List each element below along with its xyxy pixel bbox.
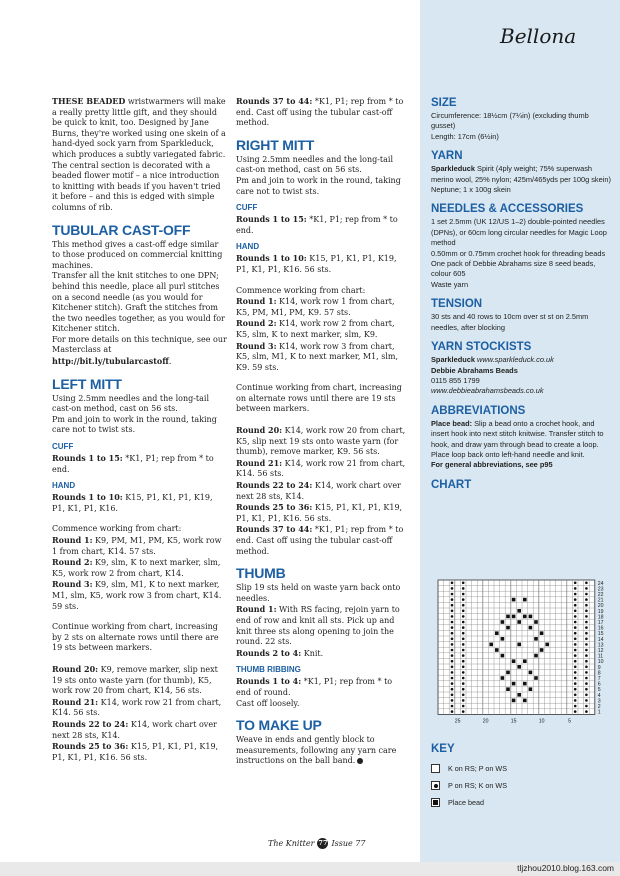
right-rounds-37-44: Rounds 37 to 44: *K1, P1; rep from * to end. Cast off using the tubular cast-off method.	[236, 524, 404, 556]
left-rounds-22-24: Rounds 22 to 24: K14, work chart over next 28 sts, K14.	[52, 718, 217, 740]
needles-item-4: Waste yarn	[431, 279, 469, 289]
right-round-21: Round 21: K14, work row 21 from chart, K14. 56 sts.	[236, 457, 406, 479]
bead-stitch	[529, 626, 533, 630]
bead-stitch	[534, 676, 538, 680]
chart-svg	[436, 578, 616, 738]
purl-stitch	[451, 660, 454, 663]
chart-row-label: 20	[597, 603, 604, 610]
purl-stitch	[585, 705, 588, 708]
purl-stitch	[462, 654, 465, 657]
chart-row-label: 24	[597, 580, 604, 587]
bead-stitch	[495, 648, 499, 652]
column-2	[236, 96, 406, 767]
bead-stitch	[517, 620, 521, 624]
purl-stitch	[574, 666, 577, 669]
watermark-bar	[0, 862, 620, 876]
masterclass-link[interactable]: http://bit.ly/tubularcastoff	[52, 356, 169, 367]
purl-stitch	[462, 649, 465, 652]
bead-stitch	[512, 699, 516, 703]
chart-row-label: 22	[597, 592, 604, 598]
purl-stitch	[462, 638, 465, 641]
thumb-heading: THUMB	[236, 565, 286, 582]
bead-stitch	[529, 615, 533, 619]
purl-stitch	[574, 621, 577, 624]
key-heading: KEY	[431, 743, 455, 755]
right-round-3: Round 3: K14, work row 3 from chart, K5, slm, M1, K to next marker, M1, slm, K9. 59 sts.	[236, 340, 399, 372]
left-rounds-37-44: Rounds 37 to 44: *K1, P1; rep from * to end. Cast off using the tubular cast-off method.	[236, 96, 404, 128]
purl-stitch	[451, 638, 454, 641]
chart-column-label: 20	[482, 718, 489, 725]
chart-row-label: 11	[597, 653, 604, 660]
purl-stitch	[462, 610, 465, 613]
right-round-20: Round 20: K14, work row 20 from chart, K5, slip next 19 sts onto waste yarn (for thumb), remove marker, K9. 56 sts.	[236, 425, 406, 457]
purl-stitch	[462, 632, 465, 635]
bead-stitch	[529, 671, 533, 675]
yarn-description: Sparkleduck Spirit (4ply weight; 75% superwash merino wool, 25% nylon; 425m/465yds per 100g skein)	[431, 164, 611, 184]
page-number: 77	[318, 839, 328, 847]
purl-stitch	[574, 593, 577, 596]
bead-stitch	[501, 620, 505, 624]
stockist-2-phone: 0115 855 1799	[431, 375, 480, 385]
purl-stitch	[451, 705, 454, 708]
left-round-1: Round 1: K9, PM, M1, PM, K5, work row 1 from chart, K14. 57 sts.	[52, 535, 222, 556]
purl-stitch	[451, 694, 454, 697]
purl-stitch	[574, 632, 577, 635]
stockists-heading: YARN STOCKISTS	[431, 341, 532, 354]
purl-stitch	[585, 710, 588, 713]
bead-stitch	[506, 626, 510, 630]
left-castoff: Using 2.5mm needles and the long-tail cast-on method, cast on 56 sts.	[52, 393, 210, 414]
bead-stitch	[534, 637, 538, 641]
purl-stitch	[585, 694, 588, 697]
stockist-1: Sparkleduck www.sparkleduck.co.uk	[431, 355, 554, 365]
sidebar-info	[431, 96, 611, 493]
left-hand-rounds: Rounds 1 to 10: K15, P1, K1, P1, K19, P1, K1, P1, K16.	[52, 492, 213, 513]
right-mitt-heading: RIGHT MITT	[236, 136, 315, 153]
bead-stitch	[534, 620, 538, 624]
left-round-2: Round 2: K9, slm, K to next marker, slm, K5, work row 2 from chart, K14.	[52, 557, 221, 578]
chart-row-label: 21	[597, 597, 604, 604]
purl-stitch	[585, 604, 588, 607]
watermark-text: tljzhou2010.blog.163.com	[517, 863, 614, 873]
bead-stitch	[534, 654, 538, 658]
bead-stitch	[523, 598, 527, 602]
purl-stitch	[462, 699, 465, 702]
chart-row-label: 10	[597, 659, 604, 666]
purl-stitch	[574, 638, 577, 641]
chart-heading: CHART	[431, 478, 472, 491]
chart-row-label: 14	[597, 636, 604, 643]
chart-row-label: 8	[597, 670, 601, 677]
purl-stitch	[574, 677, 577, 680]
purl-stitch	[574, 643, 577, 646]
chart-row-label: 23	[597, 586, 604, 593]
purl-stitch	[585, 654, 588, 657]
bead-stitch	[545, 643, 549, 647]
purl-stitch	[451, 598, 454, 601]
bead-stitch	[506, 687, 510, 691]
purl-stitch	[574, 705, 577, 708]
chart-row-label: 2	[597, 704, 601, 710]
purl-stitch	[451, 710, 454, 713]
purl-stitch	[451, 643, 454, 646]
abbreviations-heading: ABBREVIATIONS	[431, 404, 526, 417]
purl-stitch	[574, 688, 577, 691]
purl-stitch	[574, 615, 577, 618]
chart-column-label: 10	[538, 718, 545, 725]
right-round-1: Round 1: K14, work row 1 from chart, K5, PM, M1, PM, K9. 57 sts.	[236, 296, 395, 317]
purl-stitch	[574, 587, 577, 590]
purl-stitch	[462, 710, 465, 713]
thumb-p1: Slip 19 sts held on waste yarn back onto needles.	[236, 583, 401, 603]
purl-stitch	[451, 649, 454, 652]
needles-item-2: 0.50mm or 0.75mm crochet hook for threading beads	[431, 248, 606, 258]
purl-stitch	[574, 682, 577, 685]
right-join: Pm and join to work in the round, taking care not to twist sts.	[236, 175, 401, 196]
purl-stitch	[585, 626, 588, 629]
purl-stitch	[585, 671, 588, 674]
purl-stitch	[585, 677, 588, 680]
bead-stitch	[517, 693, 521, 697]
chart-row-label: 9	[597, 664, 601, 671]
thumb-ribbing-rounds: Rounds 1 to 4: *K1, P1; rep from * to end of round.	[236, 676, 393, 697]
purl-stitch	[574, 626, 577, 629]
chart-row-label: 7	[597, 676, 601, 682]
purl-stitch	[462, 621, 465, 624]
bead-stitch	[512, 682, 516, 686]
page-title: Bellona	[500, 24, 577, 48]
issue-label: Issue 77	[331, 839, 366, 848]
purl-stitch	[462, 666, 465, 669]
bead-stitch	[540, 631, 544, 635]
purl-stitch	[585, 682, 588, 685]
purl-stitch	[451, 666, 454, 669]
purl-stitch	[585, 643, 588, 646]
purl-stitch	[451, 587, 454, 590]
purl-stitch	[585, 598, 588, 601]
left-continue: Continue working from chart, increasing by 2 sts on alternate rows until there are 19 sts between markers.	[52, 622, 219, 653]
bead-stitch	[517, 665, 521, 669]
purl-stitch	[585, 582, 588, 585]
left-rounds-25-36: Rounds 25 to 36: K15, P1, K1, P1, K19, P1, K1, P1, K16. 56 sts.	[52, 741, 219, 762]
purl-stitch	[574, 582, 577, 585]
left-round-21: Round 21: K14, work row 21 from chart, K14. 56 sts.	[52, 696, 222, 718]
abbreviation-place-bead: Place bead: Slip a bead onto a crochet hook, and insert hook into next stitch knitwise. Transfer stitch to hook, and draw yarn through bead to create a loop. Place loop back onto left-hand needle and knit.	[431, 418, 604, 459]
bead-stitch	[489, 643, 493, 647]
bead-stitch	[506, 671, 510, 675]
make-up-heading: TO MAKE UP	[236, 717, 322, 734]
abbreviation-more: For general abbreviations, see p95	[431, 460, 553, 470]
purl-stitch	[451, 582, 454, 585]
chart-column-label: 15	[510, 718, 517, 725]
intro-paragraph	[52, 96, 228, 214]
purl-stitch	[574, 610, 577, 613]
left-round-3: Round 3: K9, slm, M1, K to next marker, M1, slm, K5, work row 3 from chart, K14. 59 sts.	[52, 579, 222, 611]
purl-stitch	[462, 593, 465, 596]
purl-stitch	[462, 677, 465, 680]
bead-stitch	[529, 687, 533, 691]
purl-stitch	[451, 626, 454, 629]
purl-stitch	[574, 699, 577, 702]
right-hand-rounds: Rounds 1 to 10: K15, P1, K1, P1, K19, P1, K1, P1, K16. 56 sts.	[236, 253, 397, 274]
page-footer	[268, 838, 365, 849]
purl-stitch	[462, 582, 465, 585]
make-up-text: Weave in ends and gently block to measurements, following any yarn care instructions on the ball band.	[236, 735, 397, 766]
purl-stitch	[462, 598, 465, 601]
purl-stitch	[462, 705, 465, 708]
chart-row-label: 16	[597, 625, 604, 632]
end-mark-icon	[357, 758, 363, 764]
right-rounds-25-36: Rounds 25 to 36: K15, P1, K1, P1, K19, P1, K1, P1, K16. 56 sts.	[236, 502, 403, 523]
dot-square-icon	[431, 781, 440, 790]
intro-lead: THESE BEADED	[52, 96, 126, 106]
tension-text: 30 sts and 40 rows to 10cm over st st on 2.5mm needles, after blocking	[431, 312, 589, 332]
needles-heading: NEEDLES & ACCESSORIES	[431, 203, 584, 216]
right-cuff-rounds: Rounds 1 to 15: *K1, P1; rep from * to end.	[236, 214, 398, 235]
tubular-p2: Transfer all the knit stitches to one DPN; behind this needle, place all purl stitches on a second needle (as you would for Kitchener stitch). Graft the stitches from the two needles together, as you would for Kitchener stitch.	[52, 271, 225, 334]
needles-item-3: One pack of Debbie Abrahams size 8 seed beads, colour 605	[431, 259, 596, 279]
stockist-1-link[interactable]: www.sparkleduck.co.uk	[474, 355, 554, 365]
chart-key	[431, 742, 507, 811]
purl-stitch	[462, 587, 465, 590]
purl-stitch	[451, 593, 454, 596]
right-continue: Continue working from chart, increasing on alternate rows until there are 19 sts between markers.	[236, 383, 402, 414]
bead-stitch	[517, 643, 521, 647]
chart-row-label: 13	[597, 642, 604, 649]
bead-stitch	[506, 615, 510, 619]
purl-stitch	[574, 604, 577, 607]
chart-row-label: 12	[597, 648, 604, 654]
purl-stitch	[451, 604, 454, 607]
bead-stitch	[512, 615, 516, 619]
tubular-castoff-heading: TUBULAR CAST-OFF	[52, 221, 191, 238]
right-cuff-heading: CUFF	[236, 203, 258, 213]
purl-stitch	[451, 615, 454, 618]
size-heading: SIZE	[431, 97, 457, 109]
chart-row-label: 4	[597, 692, 601, 699]
chart-column-label: 25	[454, 718, 461, 725]
chart-row-label: 3	[597, 698, 601, 705]
purl-stitch	[574, 671, 577, 674]
purl-stitch	[451, 677, 454, 680]
purl-stitch	[462, 604, 465, 607]
yarn-heading: YARN	[431, 150, 463, 163]
bead-stitch	[540, 648, 544, 652]
right-chart-intro: Commence working from chart:	[236, 285, 366, 295]
bead-stitch	[523, 615, 527, 619]
purl-stitch	[451, 682, 454, 685]
chart-row-label: 19	[597, 608, 604, 615]
bead-stitch	[501, 637, 505, 641]
thumb-round-1: Round 1: With RS facing, rejoin yarn to end of row and knit all sts. Pick up and knit three sts along opening to join the round. 22 sts.	[236, 604, 400, 647]
bead-stitch	[501, 654, 505, 658]
key-purl: P on RS; K on WS	[431, 777, 507, 794]
purl-stitch	[585, 649, 588, 652]
purl-stitch	[462, 694, 465, 697]
bead-square-icon	[431, 798, 440, 807]
bead-stitch	[495, 631, 499, 635]
purl-stitch	[451, 632, 454, 635]
purl-stitch	[585, 621, 588, 624]
magazine-name: The Knitter	[268, 839, 315, 848]
right-rounds-22-24: Rounds 22 to 24: K14, work chart over next 28 sts, K14.	[236, 480, 401, 501]
purl-stitch	[574, 660, 577, 663]
purl-stitch	[585, 699, 588, 702]
bead-stitch	[523, 699, 527, 703]
empty-square-icon	[431, 764, 440, 773]
chart-row-label: 1	[597, 709, 601, 716]
stockist-2-link[interactable]: www.debbieabrahamsbeads.co.uk	[431, 386, 544, 396]
purl-stitch	[462, 688, 465, 691]
tension-heading: TENSION	[431, 298, 483, 311]
chart-column-label: 5	[568, 718, 572, 725]
chart-row-label: 15	[597, 631, 604, 638]
thumb-rounds-2-4: Rounds 2 to 4: Knit.	[236, 647, 324, 658]
purl-stitch	[585, 610, 588, 613]
right-round-2: Round 2: K14, work row 2 from chart, K5, slm, K to next marker, slm, K9.	[236, 318, 395, 339]
purl-stitch	[585, 666, 588, 669]
stockist-2-name: Debbie Abrahams Beads	[431, 365, 518, 375]
purl-stitch	[585, 688, 588, 691]
chart-row-label: 18	[597, 614, 604, 621]
purl-stitch	[451, 671, 454, 674]
tubular-p1: This method gives a cast-off edge similar to those produced on commercial knitting machines.	[52, 239, 223, 270]
right-castoff: Using 2.5mm needles and the long-tail cast-on method, cast on 56 sts.	[236, 154, 394, 175]
left-hand-heading: HAND	[52, 481, 76, 491]
left-mitt-heading: LEFT MITT	[52, 375, 122, 392]
purl-stitch	[462, 643, 465, 646]
intro-text: wristwarmers will make a really pretty little gift, and they should be quick to knit, too. Designed by Jane Burns, they're worked using one skein of a hand-dyed sock yarn from Sparkleduck, which produces a subtly variegated fabric. The central section is decorated with a beaded flower motif – a nice introduction to knitting with beads if you haven't tried it before – and this is edged with simple columns of rib.	[52, 97, 226, 212]
left-cuff-heading: CUFF	[52, 442, 74, 452]
size-length: Length: 17cm (6½in)	[431, 131, 499, 141]
purl-stitch	[451, 654, 454, 657]
purl-stitch	[462, 682, 465, 685]
purl-stitch	[574, 598, 577, 601]
purl-stitch	[585, 638, 588, 641]
thumb-ribbing-heading: THUMB RIBBING	[236, 665, 301, 675]
purl-stitch	[462, 660, 465, 663]
chart-row-label: 6	[597, 681, 601, 688]
key-knit: K on RS; P on WS	[431, 760, 507, 777]
purl-stitch	[585, 593, 588, 596]
bead-stitch	[517, 609, 521, 613]
left-round-20: Round 20: K9, remove marker, slip next 19 sts onto waste yarn (for thumb), K5, work row 20 from chart, K14, 56 sts.	[52, 663, 218, 696]
tubular-p3: For more details on this technique, see our Masterclass at http://bit.ly/tubularcastoff.	[52, 334, 227, 367]
size-circumference: Circumference: 18½cm (7¼in) (excluding thumb gusset)	[431, 111, 589, 131]
left-cuff-rounds: Rounds 1 to 15: *K1, P1; rep from * to end.	[52, 453, 214, 474]
purl-stitch	[574, 694, 577, 697]
purl-stitch	[451, 699, 454, 702]
purl-stitch	[585, 632, 588, 635]
bead-stitch	[512, 659, 516, 663]
purl-stitch	[451, 688, 454, 691]
purl-stitch	[451, 610, 454, 613]
yarn-colour: Neptune; 1 x 100g skein	[431, 185, 511, 195]
key-bead: Place bead	[431, 794, 507, 811]
right-hand-heading: HAND	[236, 242, 260, 252]
purl-stitch	[574, 649, 577, 652]
purl-stitch	[574, 710, 577, 713]
purl-stitch	[462, 615, 465, 618]
column-1	[52, 96, 228, 763]
left-join: Pm and join to work in the round, taking care not to twist sts.	[52, 414, 217, 435]
chart-row-label: 5	[597, 687, 601, 694]
chart-row-label: 17	[597, 620, 604, 626]
purl-stitch	[585, 615, 588, 618]
left-chart-intro: Commence working from chart:	[52, 524, 182, 534]
bead-stitch	[523, 659, 527, 663]
bead-stitch	[501, 676, 505, 680]
knitting-chart	[436, 578, 616, 738]
needles-item-1: 1 set 2.5mm (UK 12/US 1–2) double-pointed needles (DPNs), or 60cm long circular needles for Magic Loop method	[431, 217, 607, 248]
purl-stitch	[462, 671, 465, 674]
thumb-cast-off: Cast off loosely.	[236, 698, 300, 708]
purl-stitch	[585, 587, 588, 590]
purl-stitch	[451, 621, 454, 624]
purl-stitch	[585, 660, 588, 663]
bead-stitch	[512, 598, 516, 602]
purl-stitch	[574, 654, 577, 657]
bead-stitch	[523, 682, 527, 686]
purl-stitch	[462, 626, 465, 629]
